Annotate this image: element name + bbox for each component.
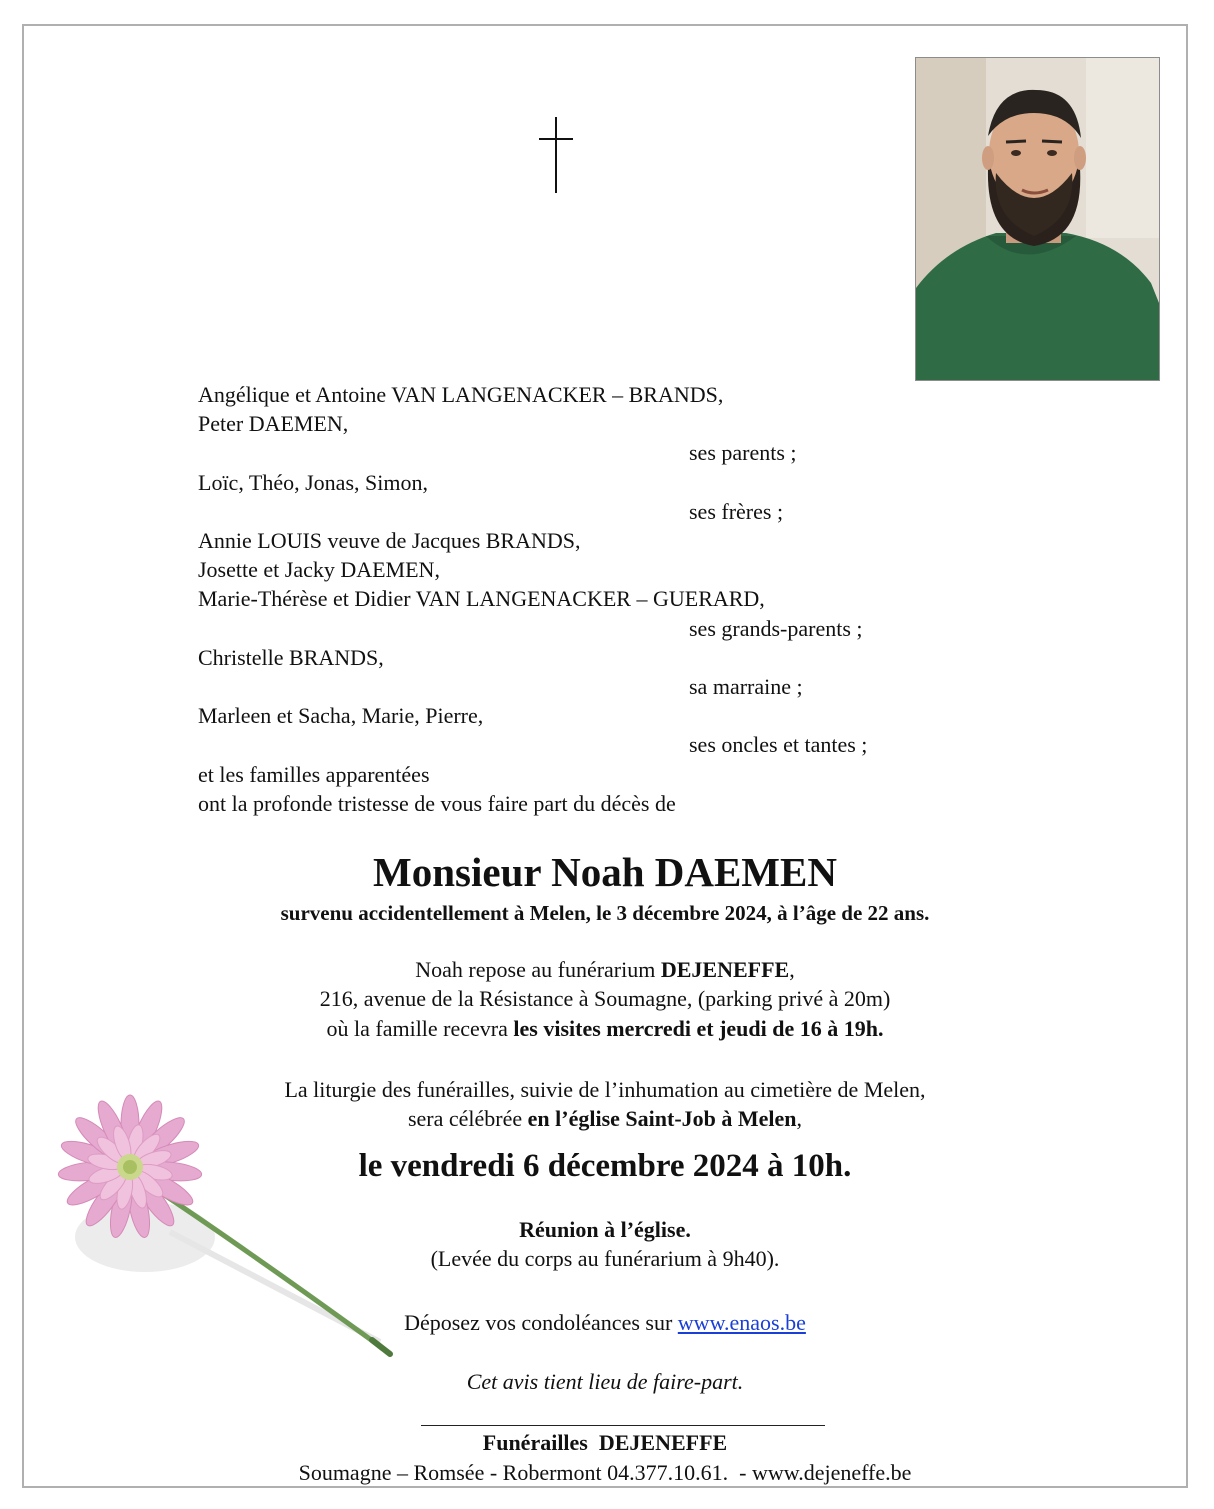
condolences-link[interactable]: www.enaos.be: [677, 1310, 806, 1335]
chrysanthemum-flower-icon: [50, 1092, 400, 1372]
reunion-note: (Levée du corps au funérarium à 9h40).: [430, 1246, 780, 1272]
family-role: ses oncles et tantes ;: [689, 732, 868, 758]
reunion-title: Réunion à l’église.: [519, 1217, 691, 1242]
ceremony-date: le vendredi 6 décembre 2024 à 10h.: [358, 1148, 852, 1184]
family-role: ses frères ;: [689, 498, 784, 524]
death-notice: survenu accidentellement à Melen, le 3 décembre 2024, à l’âge de 22 ans.: [280, 901, 930, 925]
family-list: [198, 380, 918, 818]
notice-text: Cet avis tient lieu de faire-part.: [466, 1369, 744, 1394]
footer-company: Funérailles DEJENEFFE: [482, 1430, 728, 1455]
family-line: Marie-Thérèse et Didier VAN LANGENACKER – GUERARD,: [198, 586, 765, 612]
portrait-photo: [915, 57, 1160, 381]
family-line: Christelle BRANDS,: [198, 644, 384, 670]
footer-contact: Soumagne – Romsée - Robermont 04.377.10.61. - www.dejeneffe.be: [298, 1460, 912, 1485]
family-role: ses grands-parents ;: [689, 615, 863, 641]
repose-line-2: 216, avenue de la Résistance à Soumagne, (parking privé à 20m): [319, 986, 891, 1012]
family-role: ses parents ;: [689, 440, 797, 466]
family-line: Angélique et Antoine VAN LANGENACKER – BRANDS,: [198, 382, 724, 407]
family-line: Loïc, Théo, Jonas, Simon,: [198, 469, 428, 495]
family-line: Peter DAEMEN,: [198, 411, 349, 437]
family-role: sa marraine ;: [689, 674, 803, 700]
family-line: Annie LOUIS veuve de Jacques BRANDS,: [198, 528, 581, 554]
repose-block: [22, 955, 1188, 1043]
liturgy-line-2: sera célébrée en l’église Saint-Job à Melen,: [407, 1106, 803, 1132]
family-line: Marleen et Sacha, Marie, Pierre,: [198, 703, 484, 729]
repose-line-3: où la famille recevra les visites mercredi et jeudi de 16 à 19h.: [326, 1015, 884, 1041]
footer-divider: [421, 1425, 825, 1426]
cross-icon: [539, 117, 573, 193]
condolences-text: Déposez vos condoléances sur: [404, 1310, 678, 1335]
family-line: et les familles apparentées: [198, 761, 430, 787]
liturgy-line-1: La liturgie des funérailles, suivie de l’inhumation au cimetière de Melen,: [284, 1077, 926, 1102]
deceased-name: Monsieur Noah DAEMEN: [373, 849, 837, 895]
family-line: ont la profonde tristesse de vous faire part du décès de: [198, 790, 676, 816]
family-line: Josette et Jacky DAEMEN,: [198, 557, 440, 583]
repose-line-1: Noah repose au funérarium DEJENEFFE,: [415, 957, 795, 982]
